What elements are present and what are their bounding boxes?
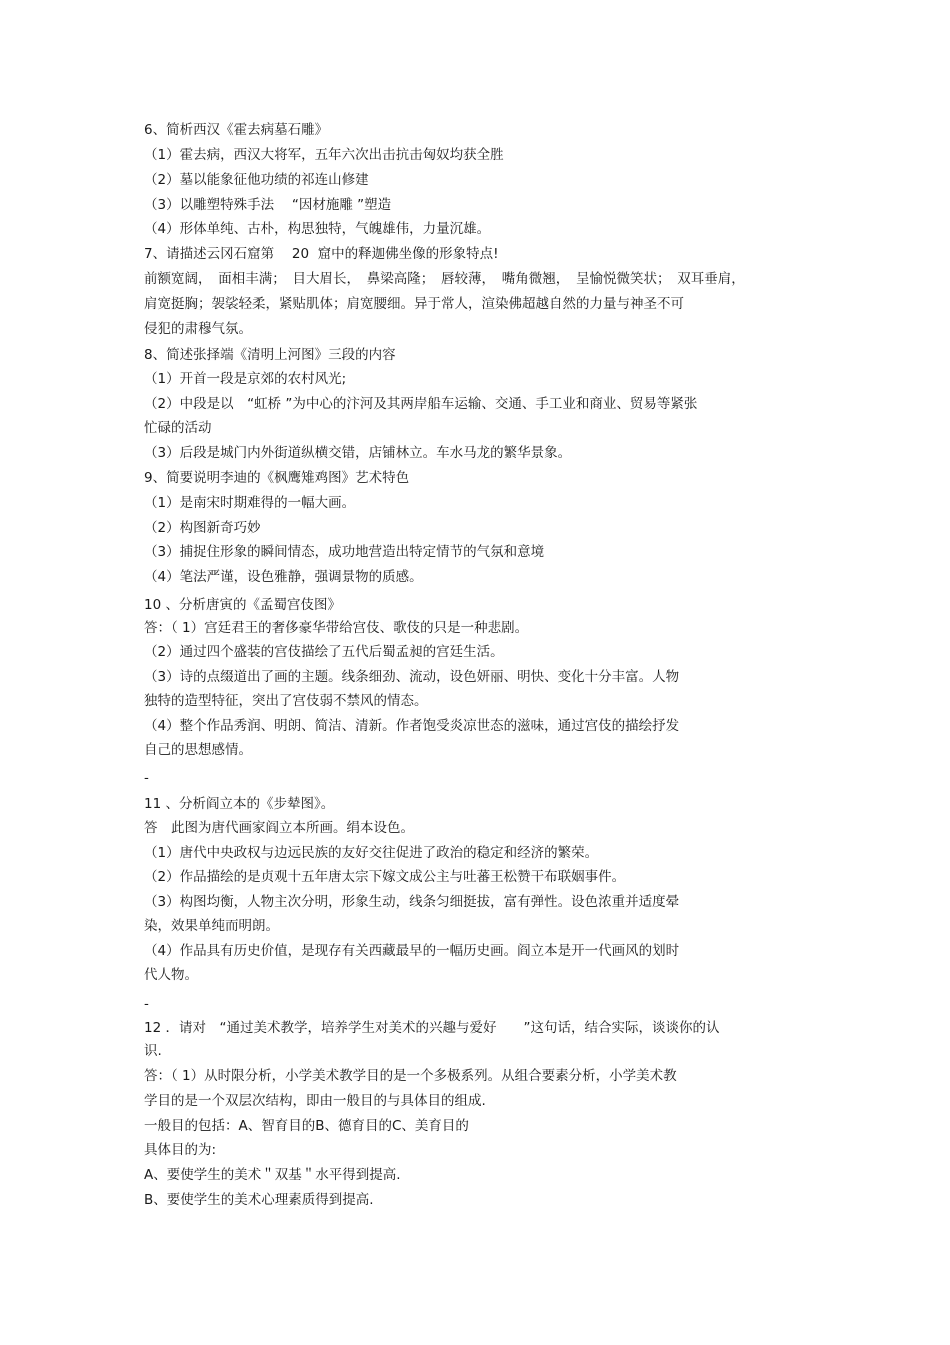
question-10-heading: 10 、分析唐寅的《孟蜀宫伎图》 xyxy=(144,597,341,613)
text-line: 代人物。 xyxy=(144,967,198,983)
text-line: 答 此图为唐代画家阎立本所画。绢本设色。 xyxy=(144,820,414,836)
text-line: （3）以雕塑特殊手法 “因材施雕 ”塑造 xyxy=(144,197,392,213)
question-8-heading: 8、简述张择端《清明上河图》三段的内容 xyxy=(144,347,396,363)
text-line: B、要使学生的美术心理素质得到提高. xyxy=(144,1192,374,1208)
question-11-heading: 11 、分析阎立本的《步辇图》。 xyxy=(144,796,335,812)
text-line: （1）是南宋时期难得的一幅大画。 xyxy=(144,495,356,511)
text-line: （2）作品描绘的是贞观十五年唐太宗下嫁文成公主与吐蕃王松赞干布联姻事件。 xyxy=(144,869,626,885)
text-line: 前额宽阔， 面相丰满； 目大眉长， 鼻梁高隆； 唇较薄， 嘴角微翘， 呈愉悦微笑状； 双耳垂肩， xyxy=(144,271,745,287)
text-line: （2）通过四个盛装的宫伎描绘了五代后蜀孟昶的宫廷生活。 xyxy=(144,644,504,660)
text-line: （1）霍去病，西汉大将军，五年六次出击抗击匈奴均获全胜 xyxy=(144,147,504,163)
text-line: A、要使学生的美术＂双基＂水平得到提高. xyxy=(144,1167,401,1183)
text-line: 染，效果单纯而明朗。 xyxy=(144,918,279,934)
text-line: 具体目的为: xyxy=(144,1142,217,1158)
text-line: （2）墓以能象征他功绩的祁连山修建 xyxy=(144,172,369,188)
text-line: 答：（ 1）宫廷君王的奢侈豪华带给宫伎、歌伎的只是一种悲剧。 xyxy=(144,620,529,636)
text-line: 忙碌的活动 xyxy=(144,420,212,436)
text-line: （1）开首一段是京郊的农村风光; xyxy=(144,371,347,387)
text-line: （3）后段是城门内外街道纵横交错，店铺林立。车水马龙的繁华景象。 xyxy=(144,445,572,461)
text-line: 识. xyxy=(144,1043,162,1059)
text-line: （3）诗的点缀道出了画的主题。线条细劲、流动，设色妍丽、明快、变化十分丰富。人物 xyxy=(144,669,680,685)
text-line: （2）中段是以 “虹桥 ”为中心的汴河及其两岸船车运输、交通、手工业和商业、贸易等紧张 xyxy=(144,396,698,412)
separator-dash: - xyxy=(144,996,149,1012)
text-line: 独特的造型特征，突出了宫伎弱不禁风的情态。 xyxy=(144,693,428,709)
text-line: （4）形体单纯、古朴，构思独特，气魄雄伟，力量沉雄。 xyxy=(144,221,491,237)
text-line: （4）笔法严谨，设色雅静，强调景物的质感。 xyxy=(144,569,423,585)
text-line: （3）构图均衡，人物主次分明，形象生动，线条匀细挺拔，富有弹性。设色浓重并适度晕 xyxy=(144,894,680,910)
question-12-heading: 12 ．请对 “通过美术教学，培养学生对美术的兴趣与爱好 ”这句话，结合实际，谈谈你的认 xyxy=(144,1020,720,1036)
text-line: （3）捕捉住形象的瞬间情态，成功地营造出特定情节的气氛和意境 xyxy=(144,544,545,560)
question-7-heading: 7、请描述云冈石窟第 20 窟中的释迦佛坐像的形象特点! xyxy=(144,246,499,262)
text-line: 侵犯的肃穆气氛。 xyxy=(144,321,252,337)
question-9-heading: 9、简要说明李迪的《枫鹰雉鸡图》艺术特色 xyxy=(144,470,410,486)
text-line: 肩宽挺胸；袈裟轻柔，紧贴肌体；肩宽腰细。异于常人，渲染佛超越自然的力量与神圣不可 xyxy=(144,296,684,312)
text-line: 学目的是一个双层次结构，即由一般目的与具体目的组成. xyxy=(144,1093,486,1109)
text-line: 自己的思想感情。 xyxy=(144,742,252,758)
text-line: 答：（ 1）从时限分析，小学美术教学目的是一个多极系列。从组合要素分析，小学美术教 xyxy=(144,1068,677,1084)
text-line: 一般目的包括：A、智育目的B、德育目的C、美育目的 xyxy=(144,1118,469,1134)
text-line: （4）整个作品秀润、明朗、简洁、清新。作者饱受炎凉世态的滋味，通过宫伎的描绘抒发 xyxy=(144,718,680,734)
text-line: （4）作品具有历史价值，是现存有关西藏最早的一幅历史画。阎立本是开一代画风的划时 xyxy=(144,943,680,959)
separator-dash: - xyxy=(144,770,149,786)
text-line: （1）唐代中央政权与边远民族的友好交往促进了政治的稳定和经济的繁荣。 xyxy=(144,845,599,861)
question-6-heading: 6、简析西汉《霍去病墓石雕》 xyxy=(144,122,329,138)
text-line: （2）构图新奇巧妙 xyxy=(144,520,261,536)
